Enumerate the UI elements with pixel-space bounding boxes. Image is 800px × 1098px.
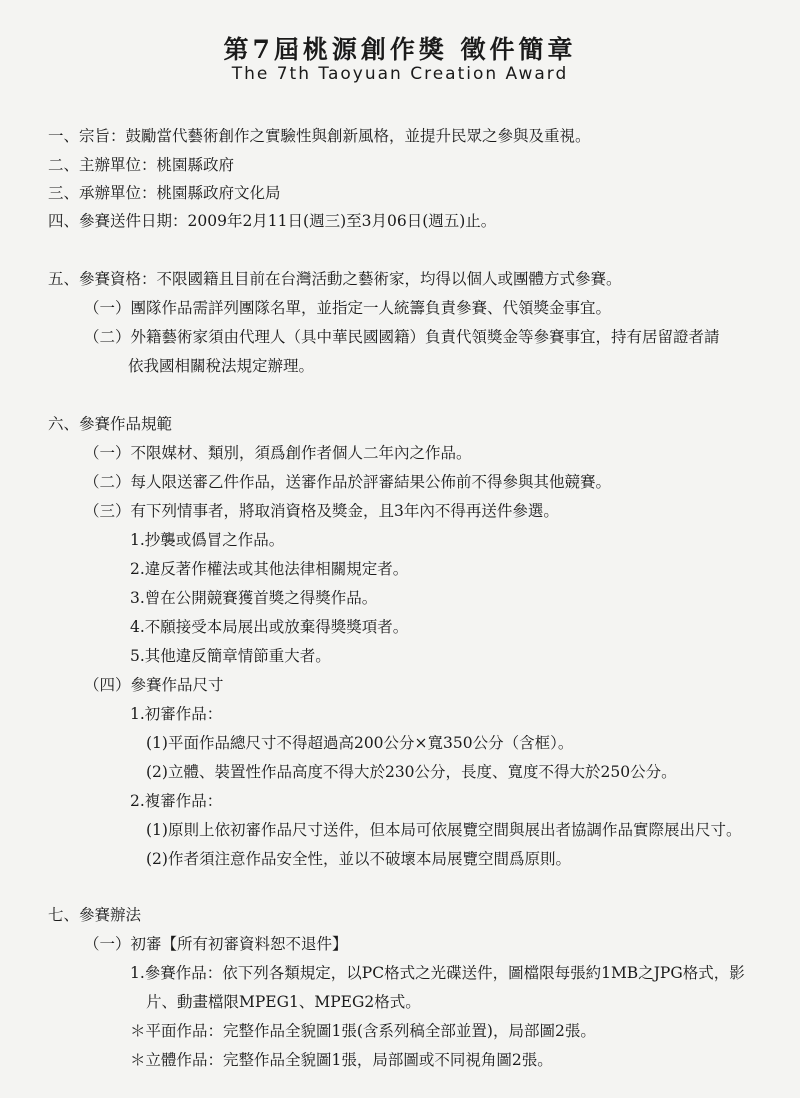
section-specification: 六、參賽作品規範 bbox=[48, 415, 173, 433]
section-submission-date: 四、參賽送件日期：2009年2月11日(週三)至3月06日(週五)止。 bbox=[48, 212, 497, 230]
method-item-1-sub-1-cont: 片、動畫檔限MPEG1、MPEG2格式。 bbox=[146, 993, 421, 1011]
eligibility-item-2-cont: 依我國相關稅法規定辦理。 bbox=[128, 357, 315, 375]
spec-item-3-sub-4: 4.不願接受本局展出或放棄得獎獎項者。 bbox=[130, 618, 409, 636]
section-purpose: 一、宗旨：鼓勵當代藝術創作之實驗性與創新風格，並提升民眾之參與及重視。 bbox=[48, 127, 591, 145]
section-executor: 三、承辦單位：桃園縣政府文化局 bbox=[48, 184, 281, 202]
spec-item-3: （三）有下列情事者，將取消資格及獎金，且3年內不得再送件參選。 bbox=[84, 502, 559, 520]
section-eligibility: 五、參賽資格：不限國籍且目前在台灣活動之藝術家，均得以個人或團體方式參賽。 bbox=[48, 270, 622, 288]
spec-item-3-sub-1: 1.抄襲或僞冒之作品。 bbox=[130, 531, 285, 549]
spec-item-4-sub-1-a: (1)平面作品總尺寸不得超過高200公分×寬350公分（含框）。 bbox=[146, 734, 574, 752]
spec-item-4-sub-2-a: (1)原則上依初審作品尺寸送件，但本局可依展覽空間與展出者協調作品實際展出尺寸。 bbox=[146, 821, 742, 839]
method-item-1: （一）初審【所有初審資料恕不退件】 bbox=[84, 935, 348, 953]
spec-item-1: （一）不限媒材、類別，須爲創作者個人二年內之作品。 bbox=[84, 444, 472, 462]
method-item-1-sub-1: 1.參賽作品：依下列各類規定，以PC格式之光碟送件，圖檔限每張約1MB之JPG格式，影 bbox=[130, 964, 745, 982]
eligibility-item-1: （一）團隊作品需詳列團隊名單，並指定一人統籌負責參賽、代領獎金事宜。 bbox=[84, 299, 612, 317]
spec-item-4-sub-2-b: (2)作者須注意作品安全性，並以不破壞本局展覽空間爲原則。 bbox=[146, 850, 571, 868]
spec-item-3-sub-3: 3.曾在公開競賽獲首獎之得獎作品。 bbox=[130, 589, 378, 607]
eligibility-item-2: （二）外籍藝術家須由代理人（具中華民國國籍）負責代領獎金等參賽事宜，持有居留證者請 bbox=[84, 328, 720, 346]
method-3d-works: ＊立體作品：完整作品全貌圖1張，局部圖或不同視角圖2張。 bbox=[130, 1051, 553, 1069]
page-title: 第7屆桃源創作獎 徵件簡章 bbox=[223, 35, 577, 64]
spec-item-4-sub-2: 2.複審作品： bbox=[130, 792, 223, 810]
spec-item-2: （二）每人限送審乙件作品，送審作品於評審結果公佈前不得參與其他競賽。 bbox=[84, 473, 612, 491]
spec-item-4-sub-1: 1.初審作品： bbox=[130, 705, 223, 723]
spec-item-4-sub-1-b: (2)立體、裝置性作品高度不得大於230公分，長度、寬度不得大於250公分。 bbox=[146, 763, 677, 781]
section-organizer: 二、主辦單位：桃園縣政府 bbox=[48, 156, 235, 174]
spec-item-3-sub-2: 2.違反著作權法或其他法律相關規定者。 bbox=[130, 560, 409, 578]
spec-item-4: （四）參賽作品尺寸 bbox=[84, 676, 224, 694]
section-method: 七、參賽辦法 bbox=[48, 906, 142, 924]
method-flat-works: ＊平面作品：完整作品全貌圖1張(含系列稿全部並置)，局部圖2張。 bbox=[130, 1022, 596, 1040]
page-subtitle: The 7th Taoyuan Creation Award bbox=[231, 64, 569, 84]
spec-item-3-sub-5: 5.其他違反簡章情節重大者。 bbox=[130, 647, 331, 665]
